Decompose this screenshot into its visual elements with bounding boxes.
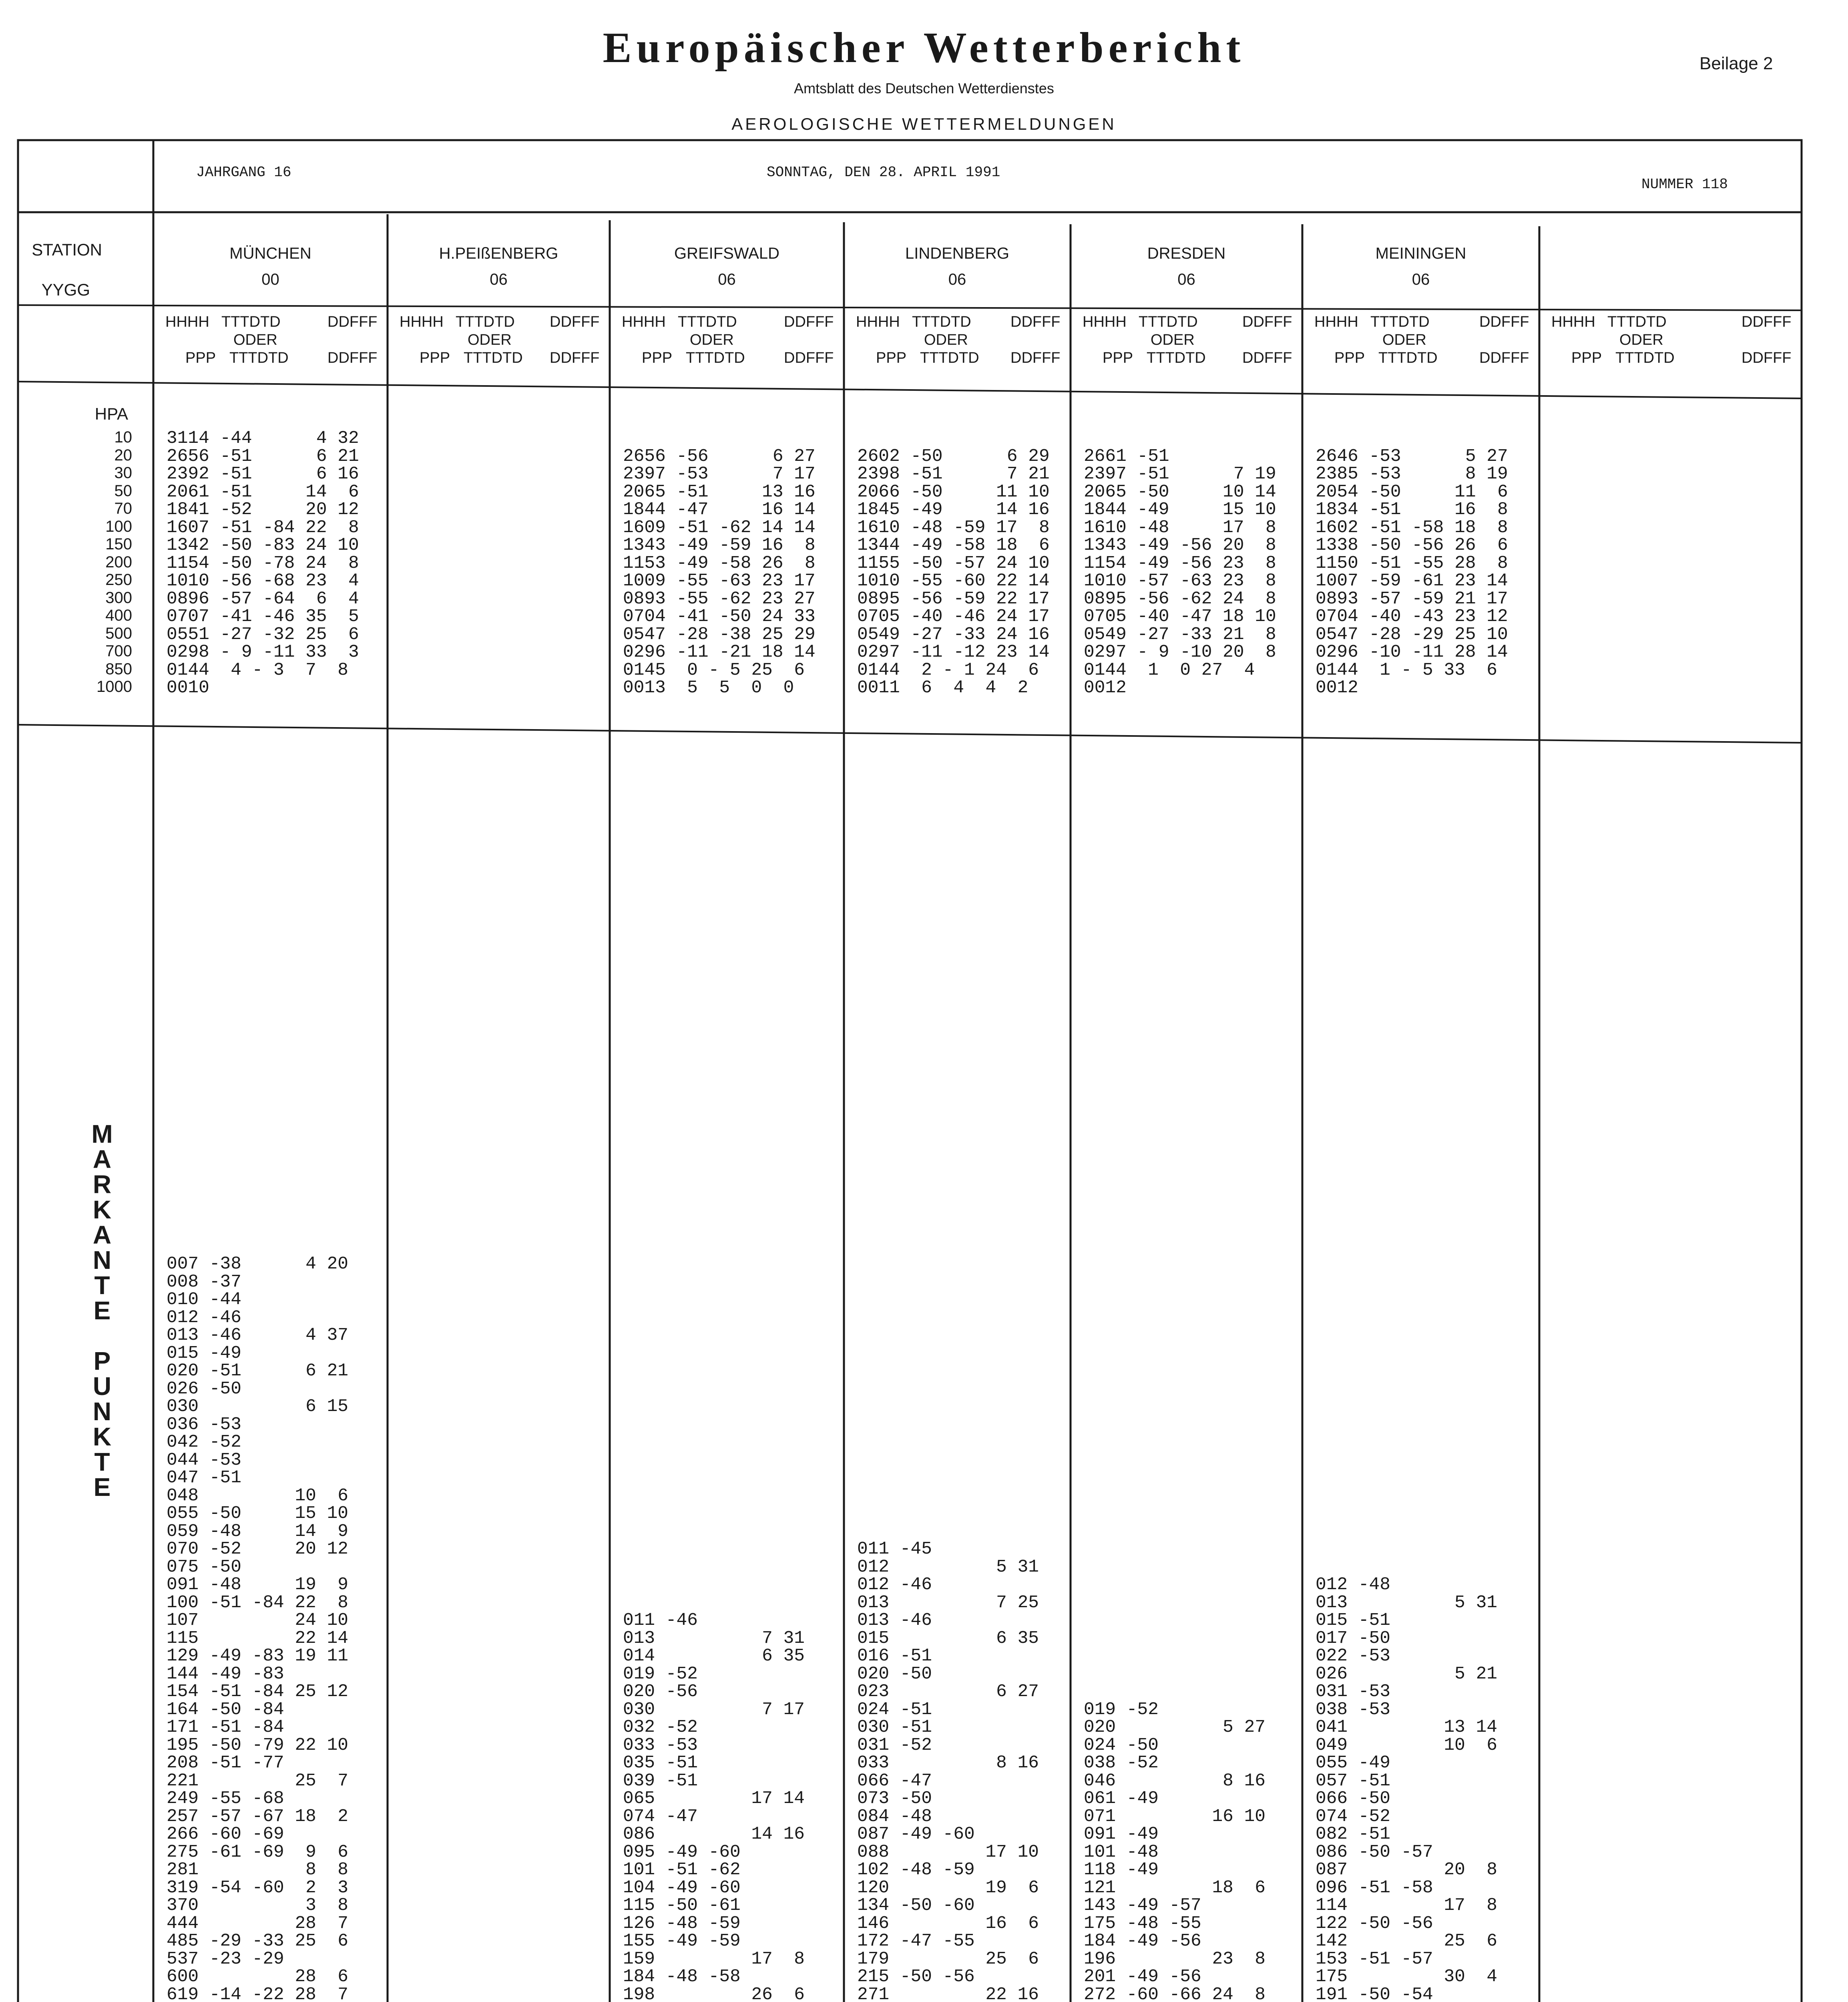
station-name: GREIFSWALD [674,245,779,262]
col-hhhh: HHHH [856,314,900,330]
report-title: Europäischer Wetterbericht [603,24,1245,72]
vertical-letter: N [92,1397,112,1426]
vertical-letter: A [92,1145,112,1174]
vertical-letter: N [92,1246,112,1274]
col-ddfff: DDFFF [784,314,834,330]
col-ddfff: DDFFF [1479,314,1529,330]
col-hhhh: HHHH [1083,314,1127,330]
vertical-letter: T [94,1271,110,1300]
station-label: STATION [32,240,102,259]
col-hhhh: HHHH [622,314,666,330]
vertical-letter: A [92,1220,112,1249]
col-ppp: PPP [1334,350,1365,366]
station-name: DRESDEN [1147,245,1226,262]
col-hhhh: HHHH [1314,314,1358,330]
col-tttdtd: TTTDTD [912,314,971,330]
col-tttdtd-2: TTTDTD [464,350,523,366]
vertical-letter: T [94,1447,110,1476]
observation-time: 06 [490,271,508,288]
col-tttdtd: TTTDTD [456,314,515,330]
significant-points-data: 019 -52 020 5 27 024 -50 038 -52 046 8 16 061 -49 071 16 10 091 -49 101 -48 118 -49 121 18 6 143 -49 -57 175 -48 -55 184 -49 -56 196 23 8 201 -49 -56 272 -60 -66 24 8 [1084,1699,1265,2002]
hpa-label: HPA [94,404,128,423]
significant-points-data: 007 -38 4 20 008 -37 010 -44 012 -46 013 -46 4 37 015 -49 020 -51 6 21 026 -50 030 6 15 036 -53 042 -52 044 -53 047 -51 048 10 6 055 -50 15 10 059 -48 14 9 070 -52 20 12 075 -50 091 -48 19 9 100 -51 -84 22 8 107 24 10 115 22 14 129 -49 -83 19 11 144 -49 -83 154 -51 -84 25 12 164 -50 -84 171 -51 -84 195 -50 -79 22 10 208 -51 -77 221 25 7 249 -55 -68 257 -57 -67 18 2 266 -60 -69 275 -61 -69 9 6 281 8 8 319 -54 -60 2 3 370 3 8 444 28 7 485 -29 -33 25 6 537 -23 -29 600 28 6 619 -14 -22 28 7 [167,1254,348,2002]
col-ddfff-2: DDFFF [1479,350,1529,366]
col-tttdtd-2: TTTDTD [229,350,289,366]
markante-punkte-label [86,1119,118,1502]
col-hhhh: HHHH [1551,314,1595,330]
col-tttdtd-2: TTTDTD [1147,350,1206,366]
supplement-label: Beilage 2 [1699,54,1773,73]
col-tttdtd-2: TTTDTD [1378,350,1438,366]
col-oder: ODER [1619,332,1663,348]
col-tttdtd: TTTDTD [1607,314,1667,330]
col-tttdtd-2: TTTDTD [1615,350,1675,366]
col-ddfff: DDFFF [327,314,378,330]
vertical-letter: E [93,1296,111,1325]
vertical-letter: K [92,1422,112,1451]
col-ddfff-2: DDFFF [784,350,834,366]
observation-time: 06 [718,271,736,288]
observation-time: 06 [1177,271,1195,288]
report-subtitle: Amtsblatt des Deutschen Wetterdienstes [794,80,1054,96]
vertical-letter: K [92,1195,112,1224]
col-hhhh: HHHH [400,314,444,330]
col-ddfff-2: DDFFF [550,350,600,366]
col-ddfff: DDFFF [550,314,600,330]
col-oder: ODER [690,332,734,348]
vertical-letter: E [93,1473,111,1502]
col-ppp: PPP [420,350,450,366]
col-tttdtd-2: TTTDTD [686,350,745,366]
col-hhhh: HHHH [165,314,209,330]
col-ddfff-2: DDFFF [1742,350,1792,366]
col-oder: ODER [1151,332,1195,348]
date-label: SONNTAG, DEN 28. APRIL 1991 [767,164,1000,181]
station-name: MEININGEN [1375,245,1466,262]
col-ppp: PPP [185,350,216,366]
yygg-label: YYGG [41,280,90,299]
col-ppp: PPP [1103,350,1133,366]
col-tttdtd-2: TTTDTD [920,350,979,366]
col-tttdtd: TTTDTD [678,314,737,330]
vertical-letter: R [92,1170,112,1199]
col-tttdtd: TTTDTD [1370,314,1430,330]
vertical-letter: M [91,1120,113,1148]
vertical-letter: P [93,1347,111,1375]
standard-levels-data: 3114 -44 4 32 2656 -51 6 21 2392 -51 6 16 2061 -51 14 6 1841 -52 20 12 1607 -51 -84 22 8 1342 -50 -83 24 10 1154 -50 -78 24 8 1010 -56 -68 23 4 0896 -57 -64 6 4 0707 -41 -46 35 5 0551 -27 -32 25 6 0298 - 9 -11 33 3 0144 4 - 3 7 8 0010 [167,428,359,698]
observation-time: 06 [948,271,966,288]
col-oder: ODER [468,332,512,348]
standard-levels-data: 2646 -53 5 27 2385 -53 8 19 2054 -50 11 6 1834 -51 16 8 1602 -51 -58 18 8 1338 -50 -56 26 6 1150 -51 -55 28 8 1007 -59 -61 23 14 0893 -57 -59 21 17 0704 -40 -43 23 12 0547 -28 -29 25 10 0296 -10 -11 28 14 0144 1 - 5 33 6 0012 [1316,446,1508,698]
col-ppp: PPP [642,350,673,366]
col-ddfff: DDFFF [1010,314,1061,330]
volume-label: JAHRGANG 16 [196,164,291,181]
standard-levels-data: 2602 -50 6 29 2398 -51 7 21 2066 -50 11 10 1845 -49 14 16 1610 -48 -59 17 8 1344 -49 -58 18 6 1155 -50 -57 24 10 1010 -55 -60 22 14 0895 -56 -59 22 17 0705 -40 -46 24 17 0549 -27 -33 24 16 0297 -11 -12 23 14 0144 2 - 1 24 6 0011 6 4 4 2 [857,446,1050,698]
observation-time: 00 [261,271,279,288]
pressure-levels: 10 20 30 50 70 100 150 200 250 300 400 500 700 850 1000 [96,428,132,695]
observation-time: 06 [1412,271,1430,288]
col-ddfff-2: DDFFF [327,350,378,366]
col-oder: ODER [924,332,968,348]
significant-points-data: 011 -46 013 7 31 014 6 35 019 -52 020 -56 030 7 17 032 -52 033 -53 035 -51 039 -51 065 17 14 074 -47 086 14 16 095 -49 -60 101 -51 -62 104 -49 -60 115 -50 -61 126 -48 -59 155 -49 -59 159 17 8 184 -48 -58 198 26 6 [623,1610,805,2002]
issue-number: NUMMER 118 [1641,176,1728,193]
col-oder: ODER [233,332,277,348]
col-ddfff-2: DDFFF [1010,350,1061,366]
significant-points-data: 012 -48 013 5 31 015 -51 017 -50 022 -53 026 5 21 031 -53 038 -53 041 13 14 049 10 6 055 -49 057 -51 066 -50 074 -52 082 -51 086 -50 -57 087 20 8 096 -51 -58 114 17 8 122 -50 -56 142 25 6 153 -51 -57 175 30 4 191 -50 -54 [1316,1575,1497,2002]
col-ppp: PPP [876,350,907,366]
standard-levels-data: 2656 -56 6 27 2397 -53 7 17 2065 -51 13 16 1844 -47 16 14 1609 -51 -62 14 14 1343 -49 -59 16 8 1153 -49 -58 26 8 1009 -55 -63 23 17 0893 -55 -62 23 27 0704 -41 -50 24 33 0547 -28 -38 25 29 0296 -11 -21 18 14 0145 0 - 5 25 6 0013 5 5 0 0 [623,446,816,698]
vertical-letter: U [92,1372,112,1401]
station-name: H.PEIßENBERG [439,245,558,262]
significant-points-data: 011 -45 012 5 31 012 -46 013 7 25 013 -46 015 6 35 016 -51 020 -50 023 6 27 024 -51 030 -51 031 -52 033 8 16 066 -47 073 -50 084 -48 087 -49 -60 088 17 10 102 -48 -59 120 19 6 134 -50 -60 146 16 6 172 -47 -55 179 25 6 215 -50 -56 271 22 16 [857,1539,1039,2002]
section-title: AEROLOGISCHE WETTERMELDUNGEN [731,115,1117,133]
standard-levels-data: 2661 -51 2397 -51 7 19 2065 -50 10 14 1844 -49 15 10 1610 -48 17 8 1343 -49 -56 20 8 1154 -49 -56 23 8 1010 -57 -63 23 8 0895 -56 -62 24 8 0705 -40 -47 18 10 0549 -27 -33 21 8 0297 - 9 -10 20 8 0144 1 0 27 4 0012 [1084,446,1276,698]
col-tttdtd: TTTDTD [221,314,281,330]
col-ddfff: DDFFF [1742,314,1792,330]
col-ppp: PPP [1571,350,1602,366]
col-tttdtd: TTTDTD [1139,314,1198,330]
col-ddfff: DDFFF [1242,314,1292,330]
col-oder: ODER [1382,332,1426,348]
station-name: MÜNCHEN [229,245,311,262]
station-name: LINDENBERG [905,245,1010,262]
col-ddfff-2: DDFFF [1242,350,1292,366]
